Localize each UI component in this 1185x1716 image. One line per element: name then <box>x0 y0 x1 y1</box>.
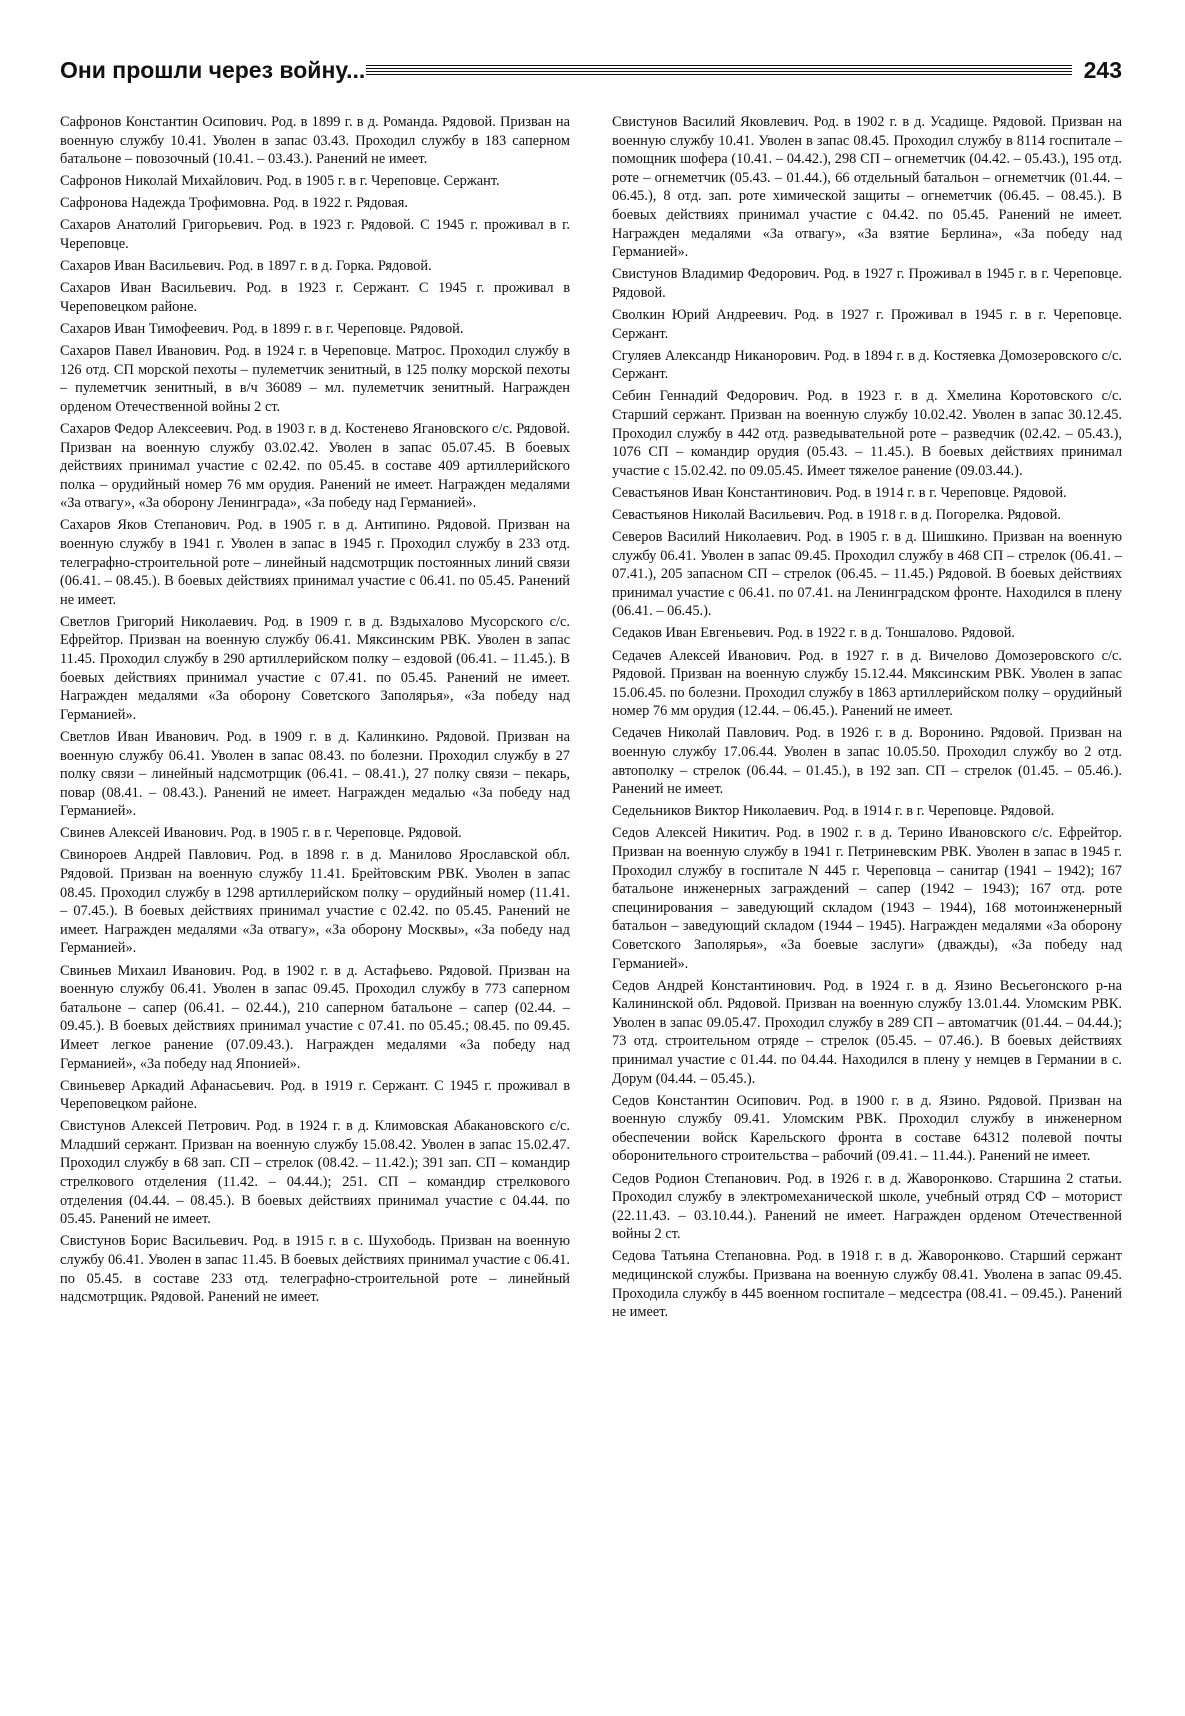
biography-entry: Сахаров Яков Степанович. Род. в 1905 г. в д. Антипино. Рядовой. Призван на военную службу в 1941 г. Уволен в запас в 1945 г. Проходил службу в 233 отд. телеграфно-строительной роте – линейный надсмотрщик постоянных линий связи (06.41. – 08.45.). В боевых действиях принимал участие с 06.41. по 05.45. Ранений не имеет. <box>60 517 570 608</box>
biography-entry: Свинороев Андрей Павлович. Род. в 1898 г. в д. Манилово Ярославской обл. Рядовой. Призван на военную службу 11.41. Брейтовским РВК. Уволен в запас 08.45. Проходил службу в 1298 артиллерийском полку – орудийный номер (11.41. – 07.45.). В боевых действиях принимал участие с 02.42. по 05.45. Ранений не имеет. Награжден медалями «За отвагу», «За оборону Москвы», «За победу над Германией». <box>60 847 570 957</box>
biography-entry: Седельников Виктор Николаевич. Род. в 1914 г. в г. Череповце. Рядовой. <box>612 803 1055 820</box>
biography-entry: Светлов Иван Иванович. Род. в 1909 г. в д. Калинкино. Рядовой. Призван на военную службу 06.41. Уволен в запас 08.43. по болезни. Проходил службу в 27 полку связи – линейный надсмотрщик (06.41. – 08.41.), 27 полку связи – пекарь, повар (08.41. – 08.43.). Ранений не имеет. Награжден медалью «За победу над Германией». <box>60 728 570 820</box>
biography-entry: Сафронов Николай Михайлович. Род. в 1905 г. в г. Череповце. Сержант. <box>60 173 500 190</box>
biography-entry: Сахаров Федор Алексеевич. Род. в 1903 г. в д. Костенево Ягановского с/с. Рядовой. Призван на военную службу 03.02.42. Уволен в запас 05.07.45. В боевых действиях принимал участие с 02.42. по 05.45. в составе 409 артиллерийского полка – орудийный номер 76 мм орудия. Ранений не имеет. Награжден медалями «За отвагу», «За оборону Ленинграда», «За победу над Германией». <box>60 420 570 512</box>
biography-entry: Свистунов Василий Яковлевич. Род. в 1902 г. в д. Усадище. Рядовой. Призван на военную службу 10.41. Уволен в запас 08.45. Проходил службу в 8114 госпитале – помощник шофера (10.41. – 04.42.), 298 СП – огнеметчик (04.42. – 05.43.), 195 отд. роте – огнеметчик (05.43. – 01.44.), 66 отдельный батальон – огнеметчик (01.44. – 06.45.), 8 отд. зап. роте химической защиты – огнеметчик (06.45. – 08.45.). В боевых действиях принимал участие с 04.42. по 05.45. Ранений не имеет. Награжден медалями «За отвагу», «За взятие Берлина», «За победу над Германией». <box>612 114 1122 261</box>
biography-entry: Северов Василий Николаевич. Род. в 1905 г. в д. Шишкино. Призван на военную службу 06.41. Уволен в запас 09.45. Проходил службу в 468 СП – стрелок (06.41. – 07.41.), 205 запасном СП – стрелок (06.45. – 11.45.) Рядовой. В боевых действиях принимал участие с 06.41. по 07.41. на Ленинградском фронте. Находился в плену (06.41. – 06.45.). <box>612 528 1122 620</box>
page-header <box>60 56 1122 92</box>
biography-entry: Седов Родион Степанович. Род. в 1926 г. в д. Жаворонково. Старшина 2 статьи. Проходил службу в электромеханической школе, учебный отряд СФ – моторист (22.11.43. – 03.10.44.). Ранений не имеет. Награжден орденом Отечественной войны 2 ст. <box>612 1170 1122 1243</box>
biography-entry: Седачев Алексей Иванович. Род. в 1927 г. в д. Вичелово Домозеровского с/с. Рядовой. Призван на военную службу 15.12.44. Мяксинским РВК. Уволен в запас 15.06.45. по болезни. Проходил службу в 1863 артиллерийском полку – орудийный номер 76 мм орудия (12.44. – 06.45.). Ранений не имеет. <box>612 647 1122 720</box>
biography-entry: Сахаров Павел Иванович. Род. в 1924 г. в Череповце. Матрос. Проходил службу в 126 отд. СП морской пехоты – пулеметчик зенитный, в 125 полку морской пехоты – пулеметчик зенитный, в в/ч 36089 – мл. пулеметчик зенитный. Награжден орденом Отечественной войны 2 ст. <box>60 343 570 415</box>
left-column <box>60 113 570 1703</box>
biography-entry: Сгуляев Александр Никанорович. Род. в 1894 г. в д. Костяевка Домозеровского с/с. Сержант. <box>612 347 1122 383</box>
biography-entry: Свистунов Борис Васильевич. Род. в 1915 г. в с. Шухободь. Призван на военную службу 06.41. Уволен в запас 11.45. В боевых действиях принимал участие с 06.41. по 05.45. в составе 233 отд. телеграфно-строительной роте – линейный надсмотрщик. Рядовой. Ранений не имеет. <box>60 1233 570 1306</box>
biography-entry: Седов Алексей Никитич. Род. в 1902 г. в д. Терино Ивановского с/с. Ефрейтор. Призван на военную службу в 1941 г. Петриневским РВК. Уволен в запас в 1945 г. Проходил службу в госпитале N 445 г. Череповца – санитар (1941 – 1942); 167 батальоне инженерных заграждений – сапер (1942 – 1943); 167 отд. роте специнирования – заведующий складом (1943 – 1944), 168 мотоинженерный батальон – заведующий складом (1944 – 1945). Награжден медалями «За оборону Советского Заполярья», «За боевые заслуги» (дважды), «За победу над Германией». <box>612 825 1122 972</box>
running-title: Они прошли через войну... <box>60 57 366 83</box>
biography-entry: Сахаров Иван Васильевич. Род. в 1923 г. Сержант. С 1945 г. проживал в Череповецком районе. <box>60 280 570 315</box>
biography-entry: Свиньевер Аркадий Афанасьевич. Род. в 1919 г. Сержант. С 1945 г. проживал в Череповецком районе. <box>60 1077 570 1113</box>
biography-entry: Сволкин Юрий Андреевич. Род. в 1927 г. Проживал в 1945 г. в г. Череповце. Сержант. <box>612 306 1122 342</box>
header-rule <box>366 65 1072 77</box>
biography-entry: Свистунов Алексей Петрович. Род. в 1924 г. в д. Климовская Абакановского с/с. Младший сержант. Призван на военную службу 15.08.42. Уволен в запас 15.02.47. Проходил службу в 68 зап. СП – стрелок (08.42. – 11.42.); 391 зап. СП – командир стрелкового отделения (11.42. – 04.44.); 251. СП – командир стрелкового отделения (04.44. – 08.45.). В боевых действиях принимал участие с 04.44. по 05.45. Ранений не имеет. <box>60 1118 570 1228</box>
biography-entry: Сахаров Иван Тимофеевич. Род. в 1899 г. в г. Череповце. Рядовой. <box>60 320 464 337</box>
biography-entry: Севастьянов Иван Константинович. Род. в 1914 г. в г. Череповце. Рядовой. <box>612 484 1067 501</box>
biography-entry: Сахаров Анатолий Григорьевич. Род. в 1923 г. Рядовой. С 1945 г. проживал в г. Череповце. <box>60 217 570 253</box>
biography-entry: Седачев Николай Павлович. Род. в 1926 г. в д. Воронино. Рядовой. Призван на военную службу 17.06.44. Уволен в запас 10.05.50. Проходил службу во 2 отд. автополку – стрелок (06.44. – 01.45.), в 192 зап. СП – стрелок (01.45. – 05.46.). Ранений не имеет. <box>612 725 1122 798</box>
biography-entry: Седаков Иван Евгеньевич. Род. в 1922 г. в д. Тоншалово. Рядовой. <box>612 625 1016 642</box>
biography-entry: Светлов Григорий Николаевич. Род. в 1909 г. в д. Вздыхалово Мусорского с/с. Ефрейтор. Призван на военную службу 06.41. Мяксинским РВК. Уволен в запас 11.45. Проходил службу в 290 артиллерийском полку – ездовой (06.41. – 11.45.). В боевых действиях принимал участие с 07.41. по 05.45. Ранений не имеет. Награжден медалями «За оборону Советского Заполярья», «За победу над Германией». <box>60 613 570 723</box>
biography-entry: Свинев Алексей Иванович. Род. в 1905 г. в г. Череповце. Рядовой. <box>60 825 462 842</box>
biography-entry: Свиньев Михаил Иванович. Род. в 1902 г. в д. Астафьево. Рядовой. Призван на военную службу 06.41. Уволен в запас 09.45. Проходил службу в 773 саперном батальоне – сапер (06.41. – 02.44.), 210 саперном батальоне – сапер (02.44. – 09.45.). В боевых действиях принимал участие с 07.41. по 05.45.; 08.45. по 09.45. Имеет легкое ранение (07.09.43.). Награжден медалями «За победу над Германией», «За победу над Японией». <box>60 962 570 1072</box>
right-column <box>612 113 1122 1703</box>
biography-entry: Седова Татьяна Степановна. Род. в 1918 г. в д. Жаворонково. Старший сержант медицинской службы. Призвана на военную службу 08.41. Уволена в запас 09.45. Проходила службу в 445 военном госпитале – медсестра (08.41. – 09.45.). Ранений не имеет. <box>612 1248 1122 1321</box>
page-number: 243 <box>1083 57 1122 83</box>
biography-entry: Севастьянов Николай Васильевич. Род. в 1918 г. в д. Погорелка. Рядовой. <box>612 506 1061 523</box>
biography-entry: Свистунов Владимир Федорович. Род. в 1927 г. Проживал в 1945 г. в г. Череповце. Рядовой. <box>612 266 1122 301</box>
biography-entry: Сафронова Надежда Трофимовна. Род. в 1922 г. Рядовая. <box>60 195 408 212</box>
biography-entry: Себин Геннадий Федорович. Род. в 1923 г. в д. Хмелина Коротовского с/с. Старший сержант. Призван на военную службу 10.02.42. Уволен в запас 30.12.45. Проходил службу в 442 отд. разведывательной роте – разведчик (02.42. – 05.43.), 1076 СП – командир орудия (05.43. – 11.45.). В боевых действиях принимал участие с 15.02.42. по 09.05.45. Имеет тяжелое ранение (09.03.44.). <box>612 388 1122 479</box>
biography-entry: Сафронов Константин Осипович. Род. в 1899 г. в д. Романда. Рядовой. Призван на военную службу 10.41. Уволен в запас 03.43. Проходил службу в 183 саперном батальоне – повозочный (10.41. – 03.43.). Ранений не имеет. <box>60 114 570 168</box>
biography-entry: Сахаров Иван Васильевич. Род. в 1897 г. в д. Горка. Рядовой. <box>60 258 432 275</box>
biography-entry: Седов Константин Осипович. Род. в 1900 г. в д. Язино. Рядовой. Призван на военную службу 09.41. Уломским РВК. Проходил службу в инженерном обеспечении войск Карельского фронта в составе 64312 полевой почты оборонительного строительства – рабочий (09.41. – 11.44.). Ранений не имеет. <box>612 1092 1122 1165</box>
biography-entry: Седов Андрей Константинович. Род. в 1924 г. в д. Язино Весьегонского р-на Калининской обл. Рядовой. Призван на военную службу 13.01.44. Уломским РВК. Уволен в запас 09.05.47. Проходил службу в 289 СП – автоматчик (01.44. – 04.44.); 73 отд. строительном отряде – стрелок (05.45. – 07.46.). В боевых действиях принимал участие с 01.44. по 04.44. Находился в плену у немцев в Германии в с. Дорум (04.44. – 05.45.). <box>612 977 1122 1087</box>
